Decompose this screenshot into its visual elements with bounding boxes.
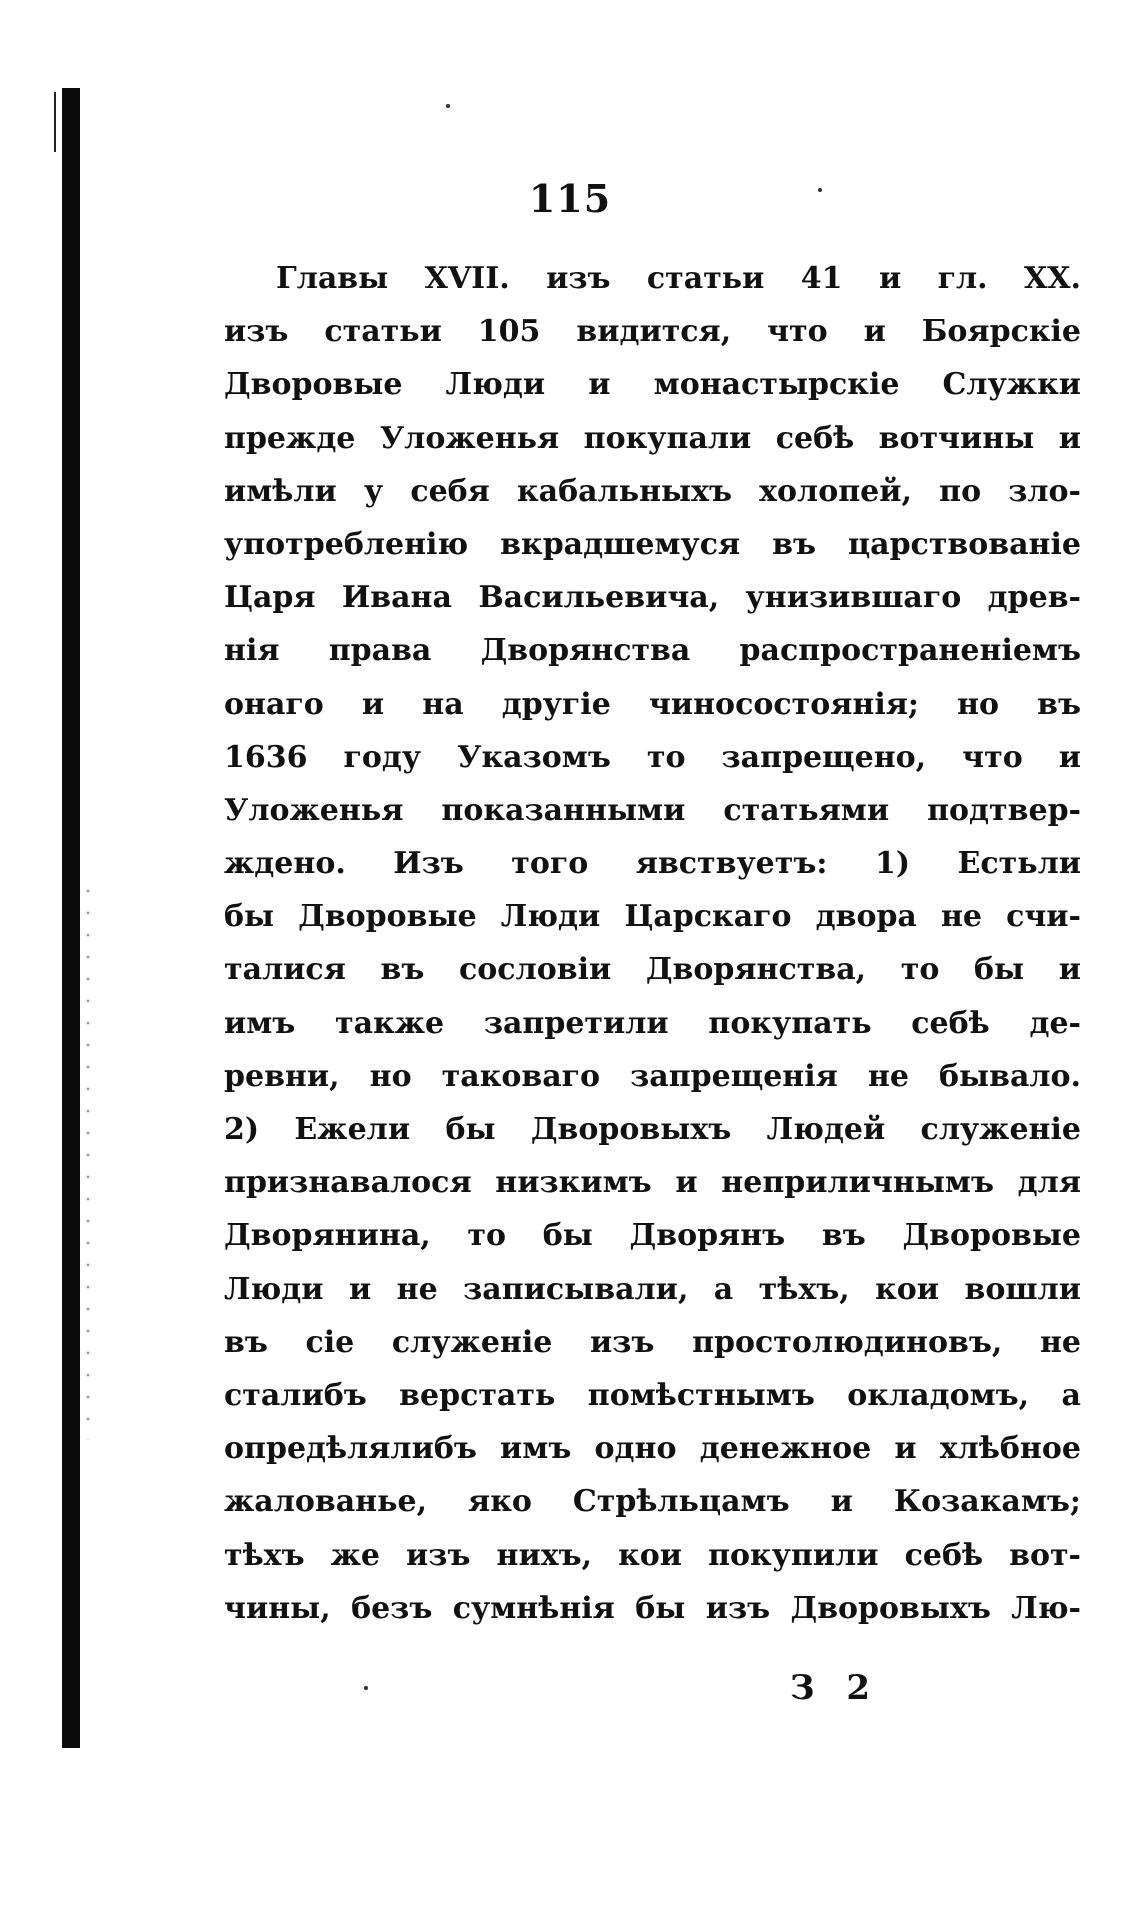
text-line: Люди и не записывали, а тѣхъ, кои вошли: [224, 1271, 1081, 1307]
text-line: Царя Ивана Васильевича, унизившаго древ-: [224, 580, 1081, 616]
text-line: нія права Дворянства распространеніемъ: [224, 633, 1081, 669]
text-line: ждено. Изъ того явствуетъ: 1) Естьли: [224, 846, 1081, 882]
text-line: ревни, но таковаго запрещенія не бывало.: [224, 1058, 1081, 1094]
page-number: 115: [528, 176, 612, 221]
binding-hairline: [54, 92, 56, 152]
text-line: опредѣлялибъ имъ одно денежное и хлѣбное: [224, 1431, 1081, 1467]
text-line: Главы XVII. изъ статьи 41 и гл. XX.: [276, 261, 1081, 296]
ink-speck: [446, 104, 450, 108]
body-text: [224, 252, 1081, 1635]
text-line: въ сіе служеніе изъ простолюдиновъ, не: [224, 1324, 1081, 1360]
text-line: бы Дворовые Люди Царскаго двора не счи-: [224, 899, 1081, 935]
signature-mark: З 2: [790, 1668, 881, 1708]
text-line: 2) Ежели бы Дворовыхъ Людей служеніе: [224, 1112, 1081, 1147]
text-line: сталибъ верстать помѣстнымъ окладомъ, а: [224, 1377, 1081, 1413]
text-line: Дворовые Люди и монастырскіе Служки: [224, 367, 1081, 403]
text-line: 1636 году Указомъ то запрещено, что и: [224, 739, 1081, 775]
text-line: талися въ сословіи Дворянства, то бы и: [224, 952, 1081, 988]
text-line: Дворянина, то бы Дворянъ въ Дворовые: [224, 1218, 1081, 1254]
text-line: употребленію вкрадшемуся въ царствованіе: [224, 526, 1081, 562]
text-line: Уложенья показанными статьями подтвер-: [224, 792, 1081, 828]
ink-speck: [364, 1686, 368, 1690]
text-line: имѣли у себя кабальныхъ холопей, по зло-: [224, 473, 1081, 509]
text-line: признавалося низкимъ и неприличнымъ для: [224, 1165, 1081, 1201]
text-line: имъ также запретили покупать себѣ де-: [224, 1005, 1081, 1041]
text-line: прежде Уложенья покупали себѣ вотчины и: [224, 420, 1081, 456]
text-line: чины, безъ сумнѣнія бы изъ Дворовыхъ Лю-: [224, 1590, 1081, 1626]
binding-dots: [86, 880, 90, 1440]
text-line: изъ статьи 105 видится, что и Боярскіе: [224, 314, 1081, 350]
binding-edge: [62, 88, 80, 1748]
text-line: тѣхъ же изъ нихъ, кои покупили себѣ вот-: [224, 1537, 1081, 1573]
text-line: жалованье, яко Стрѣльцамъ и Козакамъ;: [224, 1484, 1081, 1520]
text-line: онаго и на другіе чиносостоянія; но въ: [224, 686, 1081, 722]
